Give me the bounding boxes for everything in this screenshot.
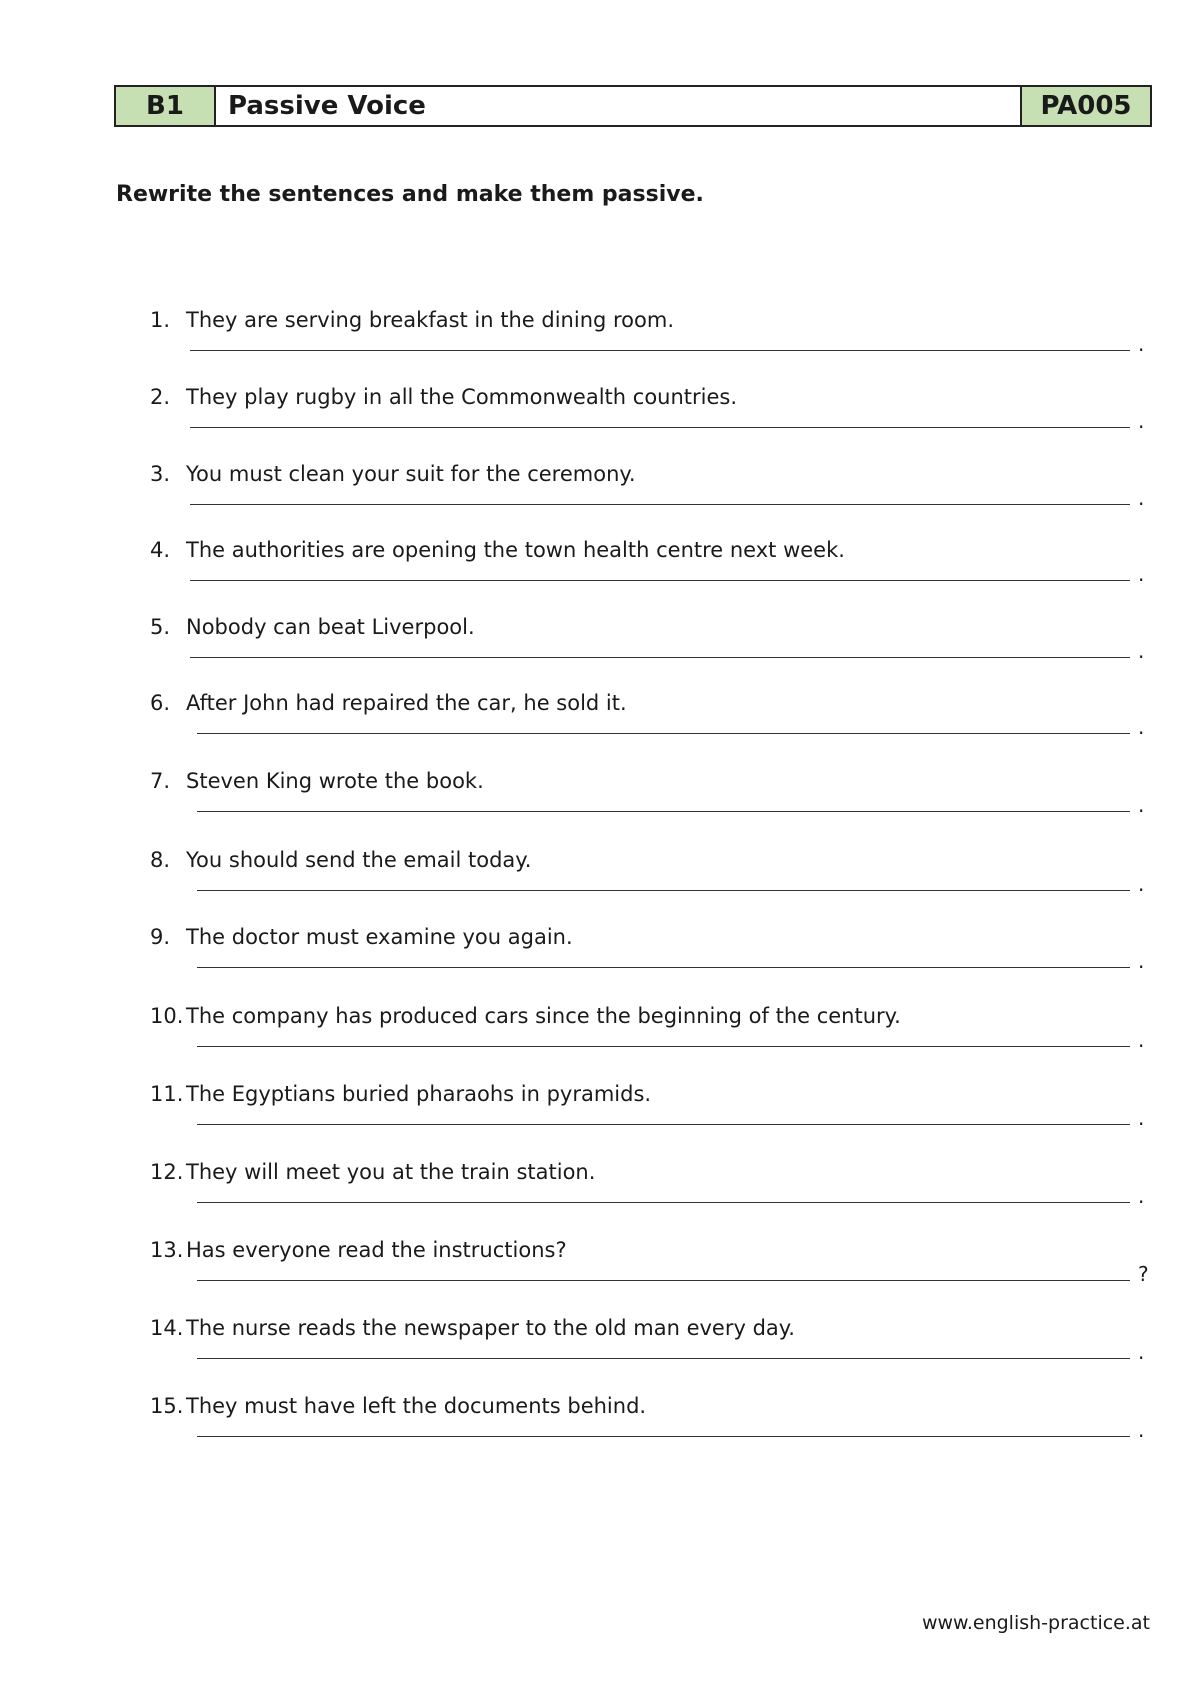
exercise-item (0, 1002, 1200, 1078)
exercise-sentence: You should send the email today. (186, 848, 532, 872)
answer-end-mark: . (1138, 1028, 1145, 1052)
answer-line[interactable] (197, 811, 1130, 812)
exercise-sentence: The Egyptians buried pharaohs in pyramids. (186, 1082, 652, 1106)
worksheet-code: PA005 (1020, 87, 1150, 125)
exercise-item (0, 1392, 1200, 1468)
answer-line[interactable] (197, 1280, 1130, 1281)
exercise-sentence: The company has produced cars since the beginning of the century. (186, 1004, 901, 1028)
exercise-number: 7. (150, 769, 171, 793)
exercise-item (0, 689, 1200, 765)
exercise-item (0, 1314, 1200, 1390)
exercise-sentence: They must have left the documents behind. (186, 1394, 647, 1418)
answer-line[interactable] (197, 1436, 1130, 1437)
answer-end-mark: . (1138, 872, 1145, 896)
exercise-item (0, 536, 1200, 612)
answer-line[interactable] (190, 580, 1130, 581)
footer-website: www.english-practice.at (921, 1612, 1150, 1634)
answer-line[interactable] (197, 1202, 1130, 1203)
exercise-sentence: Steven King wrote the book. (186, 769, 484, 793)
exercise-sentence: After John had repaired the car, he sold it. (186, 691, 627, 715)
exercise-sentence: The nurse reads the newspaper to the old man every day. (186, 1316, 795, 1340)
answer-end-mark: . (1138, 332, 1145, 356)
exercise-sentence: The authorities are opening the town health centre next week. (186, 538, 845, 562)
exercise-number: 5. (150, 615, 171, 639)
exercise-number: 9. (150, 925, 171, 949)
answer-line[interactable] (190, 657, 1130, 658)
exercise-number: 15. (150, 1394, 184, 1418)
answer-line[interactable] (190, 427, 1130, 428)
answer-end-mark: . (1138, 1106, 1145, 1130)
answer-end-mark: ? (1138, 1262, 1149, 1286)
answer-end-mark: . (1138, 1418, 1145, 1442)
answer-end-mark: . (1138, 1184, 1145, 1208)
exercise-number: 10. (150, 1004, 184, 1028)
exercise-item (0, 460, 1200, 536)
exercise-number: 2. (150, 385, 171, 409)
instruction-text: Rewrite the sentences and make them passive. (116, 182, 704, 207)
exercise-item (0, 306, 1200, 382)
answer-end-mark: . (1138, 715, 1145, 739)
answer-end-mark: . (1138, 949, 1145, 973)
answer-end-mark: . (1138, 639, 1145, 663)
answer-end-mark: . (1138, 1340, 1145, 1364)
answer-line[interactable] (190, 504, 1130, 505)
answer-line[interactable] (197, 967, 1130, 968)
answer-end-mark: . (1138, 793, 1145, 817)
exercise-sentence: You must clean your suit for the ceremony. (186, 462, 636, 486)
exercise-number: 6. (150, 691, 171, 715)
exercise-number: 4. (150, 538, 171, 562)
exercise-item (0, 767, 1200, 843)
exercise-number: 14. (150, 1316, 184, 1340)
exercise-number: 13. (150, 1238, 184, 1262)
answer-end-mark: . (1138, 409, 1145, 433)
exercise-sentence: The doctor must examine you again. (186, 925, 573, 949)
exercise-number: 12. (150, 1160, 184, 1184)
exercise-item (0, 1236, 1200, 1312)
exercise-item (0, 383, 1200, 459)
exercise-number: 8. (150, 848, 171, 872)
answer-line[interactable] (190, 350, 1130, 351)
answer-line[interactable] (197, 733, 1130, 734)
worksheet-header (114, 85, 1152, 127)
answer-line[interactable] (197, 1124, 1130, 1125)
exercise-item (0, 613, 1200, 689)
exercise-item (0, 846, 1200, 922)
exercise-sentence: They are serving breakfast in the dining room. (186, 308, 675, 332)
exercise-number: 3. (150, 462, 171, 486)
answer-line[interactable] (197, 890, 1130, 891)
exercise-sentence: They play rugby in all the Commonwealth countries. (186, 385, 738, 409)
exercise-number: 11. (150, 1082, 184, 1106)
exercise-item (0, 1080, 1200, 1156)
answer-line[interactable] (197, 1358, 1130, 1359)
exercise-sentence: Nobody can beat Liverpool. (186, 615, 475, 639)
answer-line[interactable] (197, 1046, 1130, 1047)
exercise-item (0, 1158, 1200, 1234)
worksheet-title: Passive Voice (228, 91, 426, 121)
exercise-sentence: Has everyone read the instructions? (186, 1238, 567, 1262)
exercise-number: 1. (150, 308, 171, 332)
level-badge: B1 (116, 87, 216, 125)
answer-end-mark: . (1138, 562, 1145, 586)
exercise-sentence: They will meet you at the train station. (186, 1160, 596, 1184)
answer-end-mark: . (1138, 486, 1145, 510)
exercise-item (0, 923, 1200, 999)
